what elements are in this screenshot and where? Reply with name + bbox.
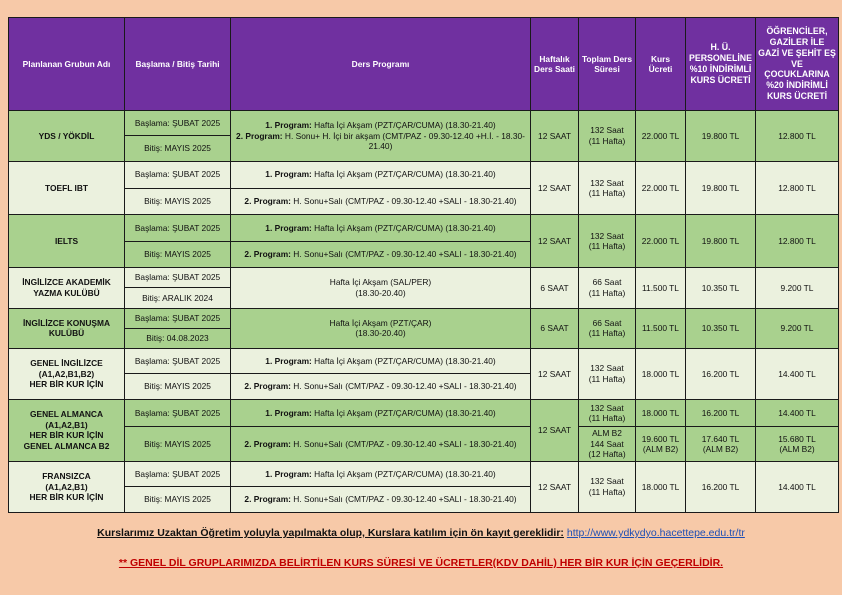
registration-link[interactable]: http://www.ydkydyo.hacettepe.edu.tr/tr — [566, 527, 745, 539]
cell-line: YDS / YÖKDİL — [38, 130, 95, 141]
weekly-hours: 6 SAAT — [531, 268, 579, 308]
staff-fee: 19.800 TL — [686, 161, 756, 214]
program-label: 2. Program: — [244, 438, 291, 449]
weekly-hours: 12 SAAT — [531, 399, 579, 461]
cell-line: YAZMA KULÜBÜ — [33, 287, 100, 298]
cell-line: (ALM B2) — [642, 444, 679, 455]
cell-line: (18.30-20.40) — [355, 287, 406, 298]
group-name — [9, 161, 125, 214]
course-schedule-table — [8, 17, 839, 513]
end-date: Bitiş: MAYIS 2025 — [125, 374, 231, 399]
end-date: Bitiş: MAYIS 2025 — [125, 136, 231, 161]
cell-line: GENEL ALMANCA B2 — [23, 440, 110, 451]
group-name — [9, 308, 125, 348]
course-fee-b2 — [636, 427, 686, 462]
end-date: Bitiş: ARALIK 2024 — [125, 288, 231, 308]
header-total: Toplam Ders Süresi — [579, 18, 636, 111]
group-name — [9, 348, 125, 399]
program-label: 1. Program: — [265, 355, 312, 366]
cell-line: Hafta İçi Akşam (SAL/PER) — [329, 277, 432, 288]
cell-line: (11 Hafta) — [588, 486, 626, 497]
student-fee: 12.800 TL — [756, 215, 839, 268]
cell-line: 132 Saat — [590, 177, 624, 188]
total-duration — [579, 308, 636, 348]
student-fee: 12.800 TL — [756, 161, 839, 214]
program-label: 2. Program: — [244, 196, 291, 207]
program-schedule — [231, 268, 531, 308]
cell-line: (11 Hafta) — [588, 241, 626, 252]
start-date: Başlama: ŞUBAT 2025 — [125, 308, 231, 328]
program-text: H. Sonu+ H. İçi bir akşam (CMT/PAZ - 09.30-12.40 +H.İ. - 18.30-21.40) — [282, 130, 525, 152]
program-label: 2. Program: — [244, 381, 291, 392]
program-label: 2. Program: — [236, 130, 283, 141]
total-duration — [579, 348, 636, 399]
student-fee: 9.200 TL — [756, 308, 839, 348]
validity-warning: ** GENEL DİL GRUPLARIMIZDA BELİRTİLEN KURS SÜRESİ VE ÜCRETLER(KDV DAHİL) HER BİR KUR İÇİN GEÇERLİDİR. — [118, 557, 724, 569]
cell-line: (11 Hafta) — [588, 188, 626, 199]
group-name — [9, 268, 125, 308]
enrollment-note — [0, 527, 842, 539]
program-text: H. Sonu+Salı (CMT/PAZ - 09.30-12.40 +SALI - 18.30-21.40) — [290, 438, 517, 449]
weekly-hours: 12 SAAT — [531, 215, 579, 268]
program-text: Hafta İçi Akşam (PZT/ÇAR/CUMA) (18.30-21.40) — [311, 222, 496, 233]
staff-fee: 16.200 TL — [686, 399, 756, 427]
weekly-hours: 12 SAAT — [531, 461, 579, 512]
student-fee: 9.200 TL — [756, 268, 839, 308]
course-fee: 11.500 TL — [636, 268, 686, 308]
cell-line: IELTS — [54, 235, 79, 246]
cell-line: HER BİR KUR İÇİN — [29, 430, 104, 441]
total-duration — [579, 161, 636, 214]
student-fee: 12.800 TL — [756, 111, 839, 162]
table-row — [9, 268, 839, 288]
program-label: 1. Program: — [265, 169, 312, 180]
program-text: Hafta İçi Akşam (PZT/ÇAR/CUMA) (18.30-21.40) — [311, 468, 496, 479]
cell-line: GENEL ALMANCA — [29, 409, 104, 420]
cell-line: (11 Hafta) — [588, 135, 626, 146]
course-fee: 22.000 TL — [636, 215, 686, 268]
weekly-hours: 12 SAAT — [531, 161, 579, 214]
cell-line: FRANSIZCA — [42, 471, 91, 482]
cell-line: (12 Hafta) — [588, 449, 626, 460]
start-date: Başlama: ŞUBAT 2025 — [125, 461, 231, 486]
total-duration — [579, 268, 636, 308]
total-duration — [579, 461, 636, 512]
cell-line: (A1,A2,B1,B2) — [38, 368, 95, 379]
cell-line: HER BİR KUR İÇİN — [29, 379, 104, 390]
start-date: Başlama: ŞUBAT 2025 — [125, 268, 231, 288]
program-schedule — [231, 308, 531, 348]
group-name — [9, 111, 125, 162]
header-group: Planlanan Grubun Adı — [9, 18, 125, 111]
program-text: H. Sonu+Salı (CMT/PAZ - 09.30-12.40 +SALI - 18.30-21.40) — [290, 249, 517, 260]
header-row — [9, 18, 839, 111]
course-fee: 22.000 TL — [636, 161, 686, 214]
header-student-fee: ÖĞRENCİLER, GAZİLER İLE GAZİ VE ŞEHİT EŞ VE ÇOCUKLARINA %20 İNDİRİMLİ KURS ÜCRETİ — [756, 18, 839, 111]
total-duration — [579, 111, 636, 162]
table-row — [9, 215, 839, 242]
cell-line: (A1,A2,B1) — [45, 481, 88, 492]
cell-line: 66 Saat — [592, 277, 622, 288]
program-label: 2. Program: — [244, 494, 291, 505]
total-duration — [579, 215, 636, 268]
course-fee: 18.000 TL — [636, 348, 686, 399]
cell-line: (18.30-20.40) — [355, 328, 406, 339]
weekly-hours: 12 SAAT — [531, 348, 579, 399]
program-2 — [231, 374, 531, 399]
cell-line: (11 Hafta) — [588, 328, 626, 339]
program-1 — [231, 215, 531, 242]
cell-line: 132 Saat — [590, 125, 624, 136]
header-fee: Kurs Ücreti — [636, 18, 686, 111]
program-label: 1. Program: — [265, 468, 312, 479]
program-text: H. Sonu+Salı (CMT/PAZ - 09.30-12.40 +SALI - 18.30-21.40) — [290, 381, 517, 392]
course-fee: 22.000 TL — [636, 111, 686, 162]
start-date: Başlama: ŞUBAT 2025 — [125, 161, 231, 188]
table-row — [9, 461, 839, 486]
cell-line: 66 Saat — [592, 317, 622, 328]
student-fee: 14.400 TL — [756, 399, 839, 427]
cell-line: (11 Hafta) — [588, 287, 626, 298]
student-fee-b2 — [756, 427, 839, 462]
staff-fee: 19.800 TL — [686, 111, 756, 162]
start-date: Başlama: ŞUBAT 2025 — [125, 348, 231, 373]
student-fee: 14.400 TL — [756, 461, 839, 512]
cell-line: (11 Hafta) — [588, 413, 626, 424]
student-fee: 14.400 TL — [756, 348, 839, 399]
program-text: Hafta İçi Akşam (PZT/ÇAR/CUMA) (18.30-21.40) — [311, 355, 496, 366]
end-date: Bitiş: MAYIS 2025 — [125, 241, 231, 268]
staff-fee: 16.200 TL — [686, 348, 756, 399]
group-name — [9, 215, 125, 268]
header-program: Ders Programı — [231, 18, 531, 111]
staff-fee: 10.350 TL — [686, 308, 756, 348]
program-1 — [231, 399, 531, 427]
program-text: Hafta İçi Akşam (PZT/ÇAR/CUMA) (18.30-21.40) — [311, 120, 496, 131]
staff-fee-b2 — [686, 427, 756, 462]
cell-line: 132 Saat — [590, 230, 624, 241]
program-text: Hafta İçi Akşam (PZT/ÇAR/CUMA) (18.30-21.40) — [311, 407, 496, 418]
cell-line: İNGİLİZCE AKADEMİK — [22, 277, 111, 288]
program-1 — [231, 111, 531, 162]
table-row — [9, 161, 839, 188]
table-row — [9, 308, 839, 328]
start-date: Başlama: ŞUBAT 2025 — [125, 399, 231, 427]
cell-line: İNGİLİZCE KONUŞMA — [22, 317, 110, 328]
program-1 — [231, 461, 531, 486]
cell-line: TOEFL IBT — [45, 182, 88, 193]
cell-line: 19.600 TL — [641, 433, 680, 444]
table-row — [9, 111, 839, 136]
table-row — [9, 399, 839, 427]
staff-fee: 16.200 TL — [686, 461, 756, 512]
cell-line: 132 Saat — [590, 363, 624, 374]
program-label: 2. Program: — [244, 249, 291, 260]
cell-line: (ALM B2) — [779, 444, 815, 455]
start-date: Başlama: ŞUBAT 2025 — [125, 111, 231, 136]
program-label: 1. Program: — [265, 407, 312, 418]
cell-line: 132 Saat — [590, 402, 624, 413]
group-name — [9, 461, 125, 512]
end-date: Bitiş: MAYIS 2025 — [125, 188, 231, 215]
cell-line: Hafta İçi Akşam (PZT/ÇAR) — [329, 317, 432, 328]
table-row-continued — [9, 427, 839, 462]
cell-line: HER BİR KUR İÇİN — [29, 492, 104, 503]
program-1 — [231, 348, 531, 373]
cell-line: 15.680 TL — [778, 433, 816, 444]
cell-line: 144 Saat — [590, 438, 624, 449]
group-name — [9, 399, 125, 461]
total-duration-b2 — [579, 427, 636, 462]
weekly-hours: 6 SAAT — [531, 308, 579, 348]
cell-line: 132 Saat — [590, 476, 624, 487]
course-fee: 18.000 TL — [636, 461, 686, 512]
end-date: Bitiş: 04.08.2023 — [125, 328, 231, 348]
end-date: Bitiş: MAYIS 2025 — [125, 427, 231, 462]
program-text: Hafta İçi Akşam (PZT/ÇAR/CUMA) (18.30-21.40) — [311, 169, 496, 180]
end-date: Bitiş: MAYIS 2025 — [125, 487, 231, 513]
header-dates: Başlama / Bitiş Tarihi — [125, 18, 231, 111]
course-fee: 11.500 TL — [636, 308, 686, 348]
cell-line: 17.640 TL — [701, 433, 740, 444]
program-2 — [231, 487, 531, 513]
program-1 — [231, 161, 531, 188]
header-staff-fee: H. Ü. PERSONELİNE %10 İNDİRİMLİ KURS ÜCRETİ — [686, 18, 756, 111]
cell-line: GENEL İNGİLİZCE — [30, 358, 103, 369]
program-label: 1. Program: — [265, 222, 312, 233]
table-row — [9, 348, 839, 373]
program-2 — [231, 241, 531, 268]
cell-line: (A1,A2,B1) — [45, 419, 88, 430]
table-body — [9, 111, 839, 513]
program-2 — [231, 188, 531, 215]
start-date: Başlama: ŞUBAT 2025 — [125, 215, 231, 242]
cell-line: (ALM B2) — [702, 444, 739, 455]
course-fee: 18.000 TL — [636, 399, 686, 427]
header-weekly: Haftalık Ders Saati — [531, 18, 579, 111]
total-duration — [579, 399, 636, 427]
program-text: H. Sonu+Salı (CMT/PAZ - 09.30-12.40 +SALI - 18.30-21.40) — [290, 196, 517, 207]
program-label: 1. Program: — [265, 120, 312, 131]
program-text: H. Sonu+Salı (CMT/PAZ - 09.30-12.40 +SALI - 18.30-21.40) — [290, 494, 517, 505]
cell-line: ALM B2 — [592, 428, 622, 439]
program-2 — [231, 427, 531, 462]
cell-line: (11 Hafta) — [588, 373, 626, 384]
staff-fee: 10.350 TL — [686, 268, 756, 308]
note-text: Kurslarımız Uzaktan Öğretim yoluyla yapılmakta olup, Kurslara katılım için ön kayıt gereklidir: — [97, 527, 564, 539]
cell-line: KULÜBÜ — [48, 328, 85, 339]
weekly-hours: 12 SAAT — [531, 111, 579, 162]
staff-fee: 19.800 TL — [686, 215, 756, 268]
